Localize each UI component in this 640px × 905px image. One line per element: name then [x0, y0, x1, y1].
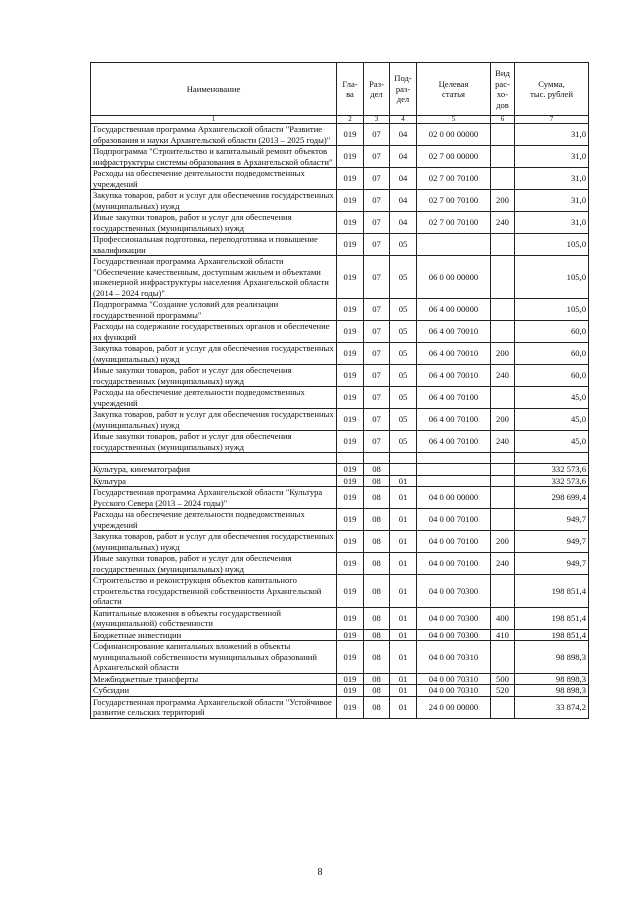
cell-glava: 019: [337, 475, 364, 487]
cell-sum: 332 573,6: [515, 475, 589, 487]
table-row: [91, 387, 589, 409]
cell-article: 04 0 00 70300: [417, 629, 491, 641]
cell-glava: 019: [337, 641, 364, 674]
cell-name: Иные закупки товаров, работ и услуг для обеспечения государственных (муниципальных) нужд: [91, 365, 337, 387]
budget-table: [90, 62, 589, 719]
table-body: [91, 124, 589, 719]
table-row: [91, 464, 589, 476]
cell-vid: [491, 299, 515, 321]
page-number: 8: [317, 867, 323, 878]
cell-article: 06 4 00 70100: [417, 387, 491, 409]
cell-podrazdel: 01: [390, 641, 417, 674]
cell-name: Иные закупки товаров, работ и услуг для обеспечения государственных (муниципальных) нужд: [91, 212, 337, 234]
cell-article: 06 4 00 00000: [417, 299, 491, 321]
header-podrazdel: Под- раз- дел: [390, 63, 417, 116]
cell-podrazdel: 01: [390, 475, 417, 487]
cell-article: 06 4 00 70010: [417, 343, 491, 365]
cell-glava: 019: [337, 607, 364, 629]
cell-glava: 019: [337, 343, 364, 365]
cell-glava: [337, 453, 364, 464]
cell-name: Закупка товаров, работ и услуг для обеспечения государственных (муниципальных) нужд: [91, 343, 337, 365]
table-row: [91, 487, 589, 509]
cell-article: 02 7 00 70100: [417, 212, 491, 234]
table-row: [91, 256, 589, 299]
cell-razdel: 07: [364, 387, 390, 409]
cell-name: Расходы на обеспечение деятельности подведомственных учреждений: [91, 387, 337, 409]
cell-sum: 298 699,4: [515, 487, 589, 509]
table-row: [91, 509, 589, 531]
cell-glava: 019: [337, 575, 364, 608]
cell-sum: 60,0: [515, 365, 589, 387]
cell-razdel: 08: [364, 607, 390, 629]
table-row: [91, 431, 589, 453]
cell-podrazdel: [390, 464, 417, 476]
cell-razdel: 07: [364, 212, 390, 234]
header-sum: Сумма, тыс. рублей: [515, 63, 589, 116]
cell-razdel: 08: [364, 487, 390, 509]
cell-article: 06 4 00 70100: [417, 431, 491, 453]
cell-sum: 60,0: [515, 343, 589, 365]
cell-vid: 200: [491, 343, 515, 365]
table-row: [91, 190, 589, 212]
cell-vid: [491, 475, 515, 487]
cell-name: Софинансирование капитальных вложений в объекты муниципальной собственности муниципальных образований Архангельской области: [91, 641, 337, 674]
cell-vid: 200: [491, 409, 515, 431]
cell-podrazdel: 01: [390, 575, 417, 608]
cell-podrazdel: 01: [390, 509, 417, 531]
cell-vid: 200: [491, 531, 515, 553]
cell-sum: 98 898,3: [515, 685, 589, 697]
cell-name: Иные закупки товаров, работ и услуг для обеспечения государственных (муниципальных) нужд: [91, 431, 337, 453]
table-row: [91, 234, 589, 256]
cell-vid: 240: [491, 212, 515, 234]
cell-article: 02 7 00 70100: [417, 190, 491, 212]
table-header: [91, 63, 589, 124]
cell-glava: 019: [337, 387, 364, 409]
header-razdel: Раз- дел: [364, 63, 390, 116]
cell-podrazdel: 01: [390, 553, 417, 575]
cell-name: Профессиональная подготовка, переподготовка и повышение квалификации: [91, 234, 337, 256]
cell-sum: 98 898,3: [515, 673, 589, 685]
cell-razdel: 07: [364, 190, 390, 212]
cell-podrazdel: 01: [390, 685, 417, 697]
table-row: [91, 553, 589, 575]
cell-razdel: 07: [364, 299, 390, 321]
cell-article: 04 0 00 70100: [417, 553, 491, 575]
cell-vid: [491, 464, 515, 476]
cell-article: 04 0 00 70300: [417, 607, 491, 629]
cell-name: Культура, кинематография: [91, 464, 337, 476]
cell-podrazdel: 05: [390, 365, 417, 387]
cell-glava: 019: [337, 629, 364, 641]
cell-article: 04 0 00 70310: [417, 685, 491, 697]
header-article: Целевая статья: [417, 63, 491, 116]
cell-razdel: 08: [364, 629, 390, 641]
column-number: 6: [491, 116, 515, 124]
cell-razdel: 07: [364, 146, 390, 168]
table-row: [91, 673, 589, 685]
cell-glava: 019: [337, 299, 364, 321]
cell-vid: 410: [491, 629, 515, 641]
cell-sum: 98 898,3: [515, 641, 589, 674]
cell-podrazdel: 04: [390, 212, 417, 234]
table-row: [91, 575, 589, 608]
cell-sum: 31,0: [515, 212, 589, 234]
column-number: 3: [364, 116, 390, 124]
column-number-row: [91, 116, 589, 124]
table-row: [91, 146, 589, 168]
cell-sum: 31,0: [515, 168, 589, 190]
cell-razdel: 08: [364, 685, 390, 697]
column-number: 5: [417, 116, 491, 124]
cell-name: Расходы на содержание государственных органов и обеспечение их функций: [91, 321, 337, 343]
cell-razdel: 08: [364, 553, 390, 575]
cell-sum: 105,0: [515, 299, 589, 321]
cell-glava: 019: [337, 234, 364, 256]
column-number: 1: [91, 116, 337, 124]
cell-article: 06 4 00 70010: [417, 365, 491, 387]
cell-name: Строительство и реконструкция объектов капитального строительства государственной собственности Архангельской области: [91, 575, 337, 608]
cell-vid: 400: [491, 607, 515, 629]
cell-podrazdel: 05: [390, 321, 417, 343]
cell-name: Закупка товаров, работ и услуг для обеспечения государственных (муниципальных) нужд: [91, 190, 337, 212]
cell-sum: 31,0: [515, 124, 589, 146]
cell-glava: 019: [337, 431, 364, 453]
table-row: [91, 685, 589, 697]
cell-vid: 240: [491, 431, 515, 453]
cell-name: Государственная программа Архангельской области "Устойчивое развитие сельских территорий: [91, 696, 337, 718]
table-row: [91, 124, 589, 146]
cell-article: 04 0 00 70100: [417, 509, 491, 531]
cell-name: Субсидии: [91, 685, 337, 697]
cell-sum: [515, 453, 589, 464]
cell-razdel: 07: [364, 234, 390, 256]
cell-podrazdel: 05: [390, 299, 417, 321]
cell-sum: 332 573,6: [515, 464, 589, 476]
cell-name: Государственная программа Архангельской области "Развитие образования и науки Архангельской области (2013 – 2025 годы)": [91, 124, 337, 146]
cell-vid: [491, 146, 515, 168]
cell-podrazdel: 04: [390, 168, 417, 190]
cell-name: Закупка товаров, работ и услуг для обеспечения государственных (муниципальных) нужд: [91, 531, 337, 553]
cell-name: Расходы на обеспечение деятельности подведомственных учреждений: [91, 509, 337, 531]
cell-article: 04 0 00 70310: [417, 673, 491, 685]
table-row: [91, 321, 589, 343]
cell-sum: 949,7: [515, 509, 589, 531]
cell-podrazdel: 04: [390, 124, 417, 146]
cell-vid: [491, 509, 515, 531]
cell-article: [417, 234, 491, 256]
table-row: [91, 453, 589, 464]
cell-glava: 019: [337, 553, 364, 575]
cell-podrazdel: 01: [390, 531, 417, 553]
cell-vid: 520: [491, 685, 515, 697]
cell-vid: [491, 487, 515, 509]
cell-sum: 198 851,4: [515, 607, 589, 629]
cell-razdel: 08: [364, 464, 390, 476]
cell-podrazdel: 05: [390, 343, 417, 365]
column-number: 7: [515, 116, 589, 124]
cell-vid: [491, 696, 515, 718]
cell-podrazdel: 05: [390, 431, 417, 453]
table-row: [91, 365, 589, 387]
cell-podrazdel: 01: [390, 673, 417, 685]
cell-razdel: [364, 453, 390, 464]
cell-razdel: 07: [364, 168, 390, 190]
cell-razdel: 07: [364, 343, 390, 365]
cell-name: Иные закупки товаров, работ и услуг для обеспечения государственных (муниципальных) нужд: [91, 553, 337, 575]
cell-glava: 019: [337, 673, 364, 685]
cell-vid: [491, 256, 515, 299]
cell-glava: 019: [337, 409, 364, 431]
table-row: [91, 607, 589, 629]
cell-article: [417, 464, 491, 476]
cell-glava: 019: [337, 509, 364, 531]
cell-glava: 019: [337, 321, 364, 343]
cell-glava: 019: [337, 212, 364, 234]
cell-vid: 240: [491, 365, 515, 387]
cell-sum: 33 874,2: [515, 696, 589, 718]
cell-sum: 60,0: [515, 321, 589, 343]
cell-name: Капитальные вложения в объекты государственной (муниципальной) собственности: [91, 607, 337, 629]
cell-article: 02 7 00 00000: [417, 146, 491, 168]
cell-razdel: 07: [364, 431, 390, 453]
table-row: [91, 212, 589, 234]
cell-sum: 198 851,4: [515, 629, 589, 641]
cell-vid: 240: [491, 553, 515, 575]
cell-podrazdel: [390, 453, 417, 464]
cell-article: 06 4 00 70010: [417, 321, 491, 343]
cell-sum: 949,7: [515, 531, 589, 553]
header-glava: Гла- ва: [337, 63, 364, 116]
cell-name: Государственная программа Архангельской области "Обеспечение качественным, доступным жильем и объектами инженерной инфраструктуры населения Архангельской области (2014 – 2024 годы)": [91, 256, 337, 299]
cell-razdel: 07: [364, 256, 390, 299]
cell-article: 06 4 00 70100: [417, 409, 491, 431]
cell-razdel: 08: [364, 531, 390, 553]
cell-razdel: 08: [364, 475, 390, 487]
cell-vid: [491, 453, 515, 464]
cell-name: Подпрограмма "Строительство и капитальный ремонт объектов инфраструктуры системы образования в Архангельской области": [91, 146, 337, 168]
cell-sum: 31,0: [515, 190, 589, 212]
cell-glava: 019: [337, 487, 364, 509]
cell-glava: 019: [337, 365, 364, 387]
cell-vid: [491, 168, 515, 190]
cell-podrazdel: 05: [390, 234, 417, 256]
table-row: [91, 531, 589, 553]
cell-glava: 019: [337, 256, 364, 299]
cell-name: [91, 453, 337, 464]
cell-glava: 019: [337, 190, 364, 212]
cell-glava: 019: [337, 146, 364, 168]
cell-sum: 31,0: [515, 146, 589, 168]
cell-name: Бюджетные инвестиции: [91, 629, 337, 641]
cell-razdel: 08: [364, 696, 390, 718]
cell-glava: 019: [337, 124, 364, 146]
cell-podrazdel: 01: [390, 487, 417, 509]
cell-sum: 198 851,4: [515, 575, 589, 608]
cell-glava: 019: [337, 168, 364, 190]
table-row: [91, 475, 589, 487]
cell-name: Культура: [91, 475, 337, 487]
cell-vid: [491, 641, 515, 674]
header-vid: Вид рас- хо- дов: [491, 63, 515, 116]
cell-article: 06 0 00 00000: [417, 256, 491, 299]
cell-name: Закупка товаров, работ и услуг для обеспечения государственных (муниципальных) нужд: [91, 409, 337, 431]
cell-article: [417, 453, 491, 464]
table-row: [91, 343, 589, 365]
cell-sum: 45,0: [515, 387, 589, 409]
cell-razdel: 08: [364, 509, 390, 531]
cell-vid: [491, 124, 515, 146]
cell-vid: [491, 387, 515, 409]
cell-article: 04 0 00 70300: [417, 575, 491, 608]
cell-podrazdel: 05: [390, 387, 417, 409]
cell-razdel: 08: [364, 641, 390, 674]
cell-article: 02 7 00 70100: [417, 168, 491, 190]
table-row: [91, 409, 589, 431]
table-row: [91, 696, 589, 718]
cell-article: [417, 475, 491, 487]
cell-razdel: 07: [364, 124, 390, 146]
cell-vid: [491, 234, 515, 256]
cell-podrazdel: 04: [390, 190, 417, 212]
cell-glava: 019: [337, 464, 364, 476]
table-row: [91, 299, 589, 321]
header-name: Наименование: [91, 63, 337, 116]
cell-podrazdel: 01: [390, 696, 417, 718]
cell-vid: [491, 575, 515, 608]
cell-sum: 45,0: [515, 409, 589, 431]
cell-article: 04 0 00 70100: [417, 531, 491, 553]
cell-razdel: 07: [364, 365, 390, 387]
cell-vid: 500: [491, 673, 515, 685]
cell-article: 24 0 00 00000: [417, 696, 491, 718]
table-row: [91, 641, 589, 674]
cell-sum: 949,7: [515, 553, 589, 575]
cell-article: 02 0 00 00000: [417, 124, 491, 146]
cell-sum: 105,0: [515, 256, 589, 299]
cell-name: Подпрограмма "Создание условий для реализации государственной программы": [91, 299, 337, 321]
cell-razdel: 07: [364, 321, 390, 343]
cell-podrazdel: 01: [390, 629, 417, 641]
cell-razdel: 08: [364, 575, 390, 608]
cell-glava: 019: [337, 685, 364, 697]
cell-podrazdel: 05: [390, 409, 417, 431]
cell-sum: 45,0: [515, 431, 589, 453]
table-row: [91, 629, 589, 641]
cell-podrazdel: 01: [390, 607, 417, 629]
cell-razdel: 07: [364, 409, 390, 431]
cell-sum: 105,0: [515, 234, 589, 256]
cell-podrazdel: 04: [390, 146, 417, 168]
cell-vid: 200: [491, 190, 515, 212]
cell-name: Расходы на обеспечение деятельности подведомственных учреждений: [91, 168, 337, 190]
cell-razdel: 08: [364, 673, 390, 685]
cell-name: Межбюджетные трансферты: [91, 673, 337, 685]
cell-vid: [491, 321, 515, 343]
cell-article: 04 0 00 00000: [417, 487, 491, 509]
cell-podrazdel: 05: [390, 256, 417, 299]
column-number: 2: [337, 116, 364, 124]
column-number: 4: [390, 116, 417, 124]
cell-glava: 019: [337, 696, 364, 718]
table-row: [91, 168, 589, 190]
cell-glava: 019: [337, 531, 364, 553]
cell-name: Государственная программа Архангельской области "Культура Русского Севера (2013 – 2024 годы)": [91, 487, 337, 509]
cell-article: 04 0 00 70310: [417, 641, 491, 674]
